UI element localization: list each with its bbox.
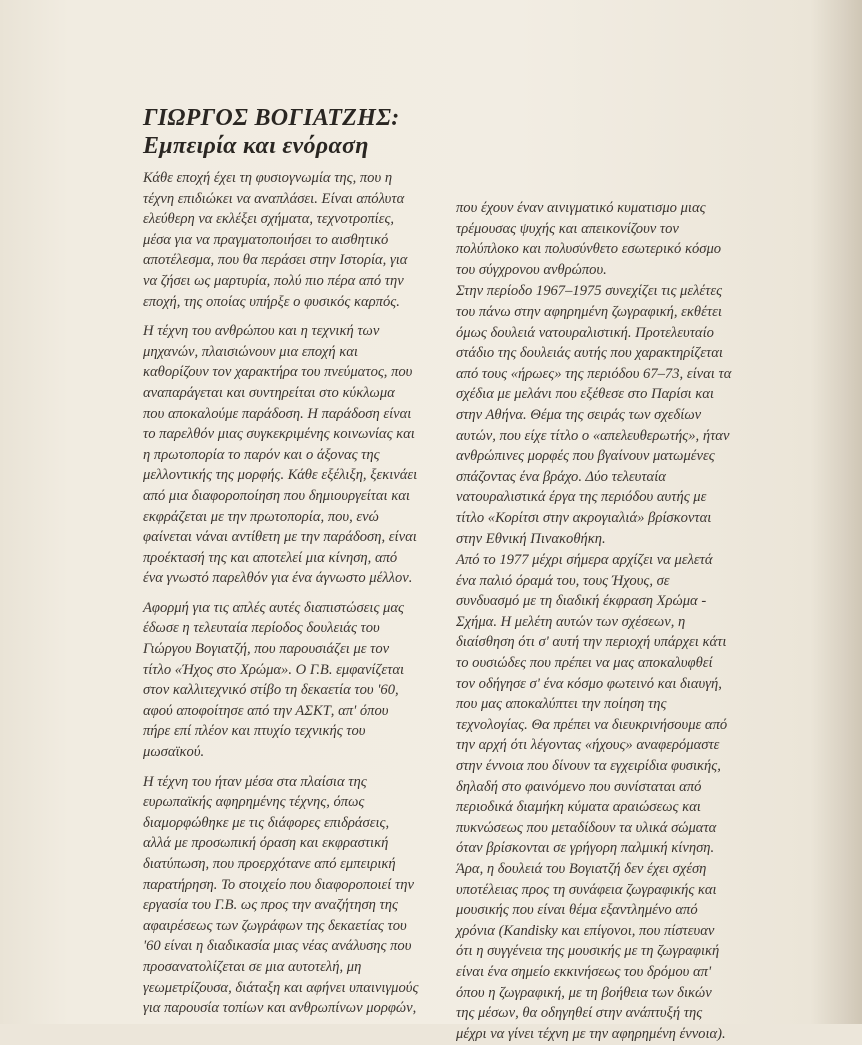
text-line: χρόνια (Kandisky και επίγονοι, που πίστευαν xyxy=(456,922,715,939)
title-subtitle: Εμπειρία και ενόραση xyxy=(143,133,369,159)
text-line: την αρχή ότι λέγοντας «ήχους» αναφερόμαστε xyxy=(456,737,720,754)
paragraph xyxy=(143,321,445,589)
text-line: όπου η ζωγραφική, με τη βοήθεια των δικών xyxy=(456,984,712,1001)
text-line: σπάζοντας ένα βράχο. Δύο τελευταία xyxy=(456,468,666,485)
text-line: '60 είναι η διαδικασία μιας νέας ανάλυσης που xyxy=(143,938,412,955)
text-line: όμως δουλειά νατουραλιστική. Προτελευταίο xyxy=(456,324,714,341)
text-line: εκφράζεται με την πρωτοπορία, που, ενώ xyxy=(143,508,379,525)
text-line: σχέδια με μελάνι που εξέθεσε στο Παρίσι και xyxy=(456,386,714,403)
text-line: τέχνη επιδιώκει να αναπλάσει. Είναι απόλυτα xyxy=(143,190,405,207)
text-line: εργασία του Γ.Β. ως προς την αναζήτηση της xyxy=(143,897,398,914)
text-line: ανθρώπινες μορφές που βγαίνουν ματωμένες xyxy=(456,448,715,465)
text-line: διαμορφώθηκε με τις διάφορες επιδράσεις, xyxy=(143,814,390,831)
paragraph xyxy=(143,168,445,312)
text-line: που μας αποκαλύπτει την ποίηση της xyxy=(456,696,667,713)
text-line: Η τέχνη του ήταν μέσα στα πλαίσια της xyxy=(143,773,367,790)
text-line: στον καλλιτεχνικό στίβο τη δεκαετία του '60, xyxy=(143,682,399,699)
text-line: ευρωπαϊκής αφηρημένης τέχνης, όπως xyxy=(143,794,365,811)
text-line: πολύπλοκο και πολυσύνθετο εσωτερικό κόσμο xyxy=(456,241,722,258)
text-line: πυκνώσεως που μεταδίδουν τα υλικά σώματα xyxy=(456,819,717,836)
text-line: προέκτασή της και αποτελεί μια κίνηση, από xyxy=(143,549,398,566)
text-line: Από το 1977 μέχρι σήμερα αρχίζει να μελετά xyxy=(456,552,713,569)
text-line: μελλοντικής της μορφής. Κάθε εξέλιξη, ξεκινάει xyxy=(143,467,418,484)
text-line: η πρωτοπορία το παρόν και ο άξονας της xyxy=(143,446,380,463)
text-line: τον οδήγησε σ' ένα κόσμο φωτεινό και διαυγή, xyxy=(456,675,722,692)
text-line: φαίνεται νάναι αντίθετη με την παράδοση, είναι xyxy=(143,529,417,546)
paragraph xyxy=(143,772,445,1019)
title-name: ΓΙΩΡΓΟΣ ΒΟΓΙΑΤΖΗΣ: xyxy=(143,105,400,131)
text-line: που αποκαλούμε παράδοση. Η παράδοση είναι xyxy=(143,405,412,422)
text-line: Γιώργου Βογιατζή, που παρουσιάζει με τον xyxy=(143,641,390,658)
text-line: στάδιο της δουλειάς αυτής που χαρακτηρίζεται xyxy=(456,345,723,362)
text-line: Άρα, η δουλειά του Βογιατζή δεν έχει σχέση xyxy=(456,861,707,877)
text-line: Στην περίοδο 1967–1975 συνεχίζει τις μελέτες xyxy=(456,283,723,300)
text-line: του πάνω στην αφηρημένη ζωγραφική, εκθέτει xyxy=(456,303,722,320)
text-line: Σχήμα. Η μελέτη αυτών των σχέσεων, η xyxy=(456,613,686,630)
paragraph xyxy=(456,198,778,280)
text-line: αφαιρέσεως των ζωγράφων της δεκαετίας του xyxy=(143,917,407,934)
text-line: Αφορμή για τις απλές αυτές διαπιστώσεις μας xyxy=(143,599,404,616)
text-line: διατύπωση, που προερχότανε από εμπειρική xyxy=(143,856,396,872)
text-line: υποτέλειας προς τη συνάφεια ζωγραφικής και xyxy=(456,881,717,898)
text-line: πήρε επί πλέον και πτυχίο τεχνικής του xyxy=(143,723,366,740)
text-line: μουσικής που είναι θέμα εξαντλημένο από xyxy=(456,902,698,919)
text-line: ότι η συγγένεια της μουσικής με τη ζωγραφική xyxy=(456,943,720,960)
text-line: αλλά με προσωπική όραση και εκφραστική xyxy=(143,835,389,852)
text-line: μωσαϊκού. xyxy=(143,744,205,761)
text-line: στην έννοια που δίνουν τα εγχειρίδια φυσικής, xyxy=(456,758,721,775)
text-line: ένα παλιό όραμά του, τους Ήχους, σε xyxy=(456,572,670,589)
text-line: αποτέλεσμα, που θα περάσει στην Ιστορία, για xyxy=(143,252,408,269)
text-line: το παρελθόν μιας συγκεκριμένης κοινωνίας και xyxy=(143,426,415,443)
text-line: παρατήρηση. Το στοιχείο που διαφοροποιεί την xyxy=(143,876,414,893)
text-line: συνδυασμό με τη διαδική έκφραση Χρώμα - xyxy=(456,593,707,610)
text-line: δηλαδή στο φαινόμενο που συνίσταται από xyxy=(456,778,702,795)
right-text-column xyxy=(456,198,778,1045)
text-line: εποχή, της οποίας υπήρξε ο φυσικός καρπός. xyxy=(143,293,400,310)
text-line: αναπαράγεται και συντηρείται στο κύκλωμα xyxy=(143,384,395,401)
text-line: τίτλο «Κορίτσι στην ακρογιαλιά» βρίσκονται xyxy=(456,509,712,526)
text-line: στην Εθνική Πινακοθήκη. xyxy=(456,530,606,547)
article-title xyxy=(143,104,400,160)
text-line: ένα γνωστό παρελθόν για ένα άγνωστο μέλλον. xyxy=(143,570,413,587)
text-line: αφού αποφοίτησε από την ΑΣΚΤ, απ' όπου xyxy=(143,702,389,719)
text-line: γεωμετρίζουσα, διάταξη και αφήνει υπαινιγμούς xyxy=(143,979,419,996)
text-line: Η τέχνη του ανθρώπου και η τεχνική των xyxy=(143,323,380,340)
text-line: από μια διαφοροποίηση που δημιουργείται και xyxy=(143,487,410,504)
paragraph xyxy=(456,550,778,1044)
text-line: του σύγχρονου ανθρώπου. xyxy=(456,261,607,278)
text-line: τεχνολογίας. Θα πρέπει να διευκρινήσουμε από xyxy=(456,716,728,733)
text-line: αυτών, που είχε τίτλο ο «απελευθερωτής», ήταν xyxy=(456,427,730,444)
text-line: όταν βρίσκονται σε γρήγορη παλμική κίνηση. xyxy=(456,840,715,857)
left-text-column xyxy=(143,168,445,1028)
text-line: για παρουσία τοπίων και ανθρωπίνων μορφών, xyxy=(143,1000,417,1017)
text-line: το ουσιώδες που πρέπει να μας αποκαλυφθεί xyxy=(456,655,713,672)
text-line: έδωσε η τελευταία περίοδος δουλειάς του xyxy=(143,620,380,637)
text-line: στην Αθήνα. Θέμα της σειράς των σχεδίων xyxy=(456,406,702,423)
text-line: διαίσθηση ότι σ' αυτή την περιοχή υπάρχει κάτι xyxy=(456,634,727,651)
text-line: περιοδικά διαμήκη κύματα αραιώσεως και xyxy=(456,799,701,816)
text-line: μέσα για να πραγματοποιήσει το αισθητικό xyxy=(143,231,389,248)
text-line: καθορίζουν τον χαρακτήρα του πνεύματος, που xyxy=(143,364,413,381)
text-line: από τους «ήρωες» της περιόδου 67–73, είναι τα xyxy=(456,365,732,382)
text-line: μηχανών, πλαισιώνουν μια εποχή και xyxy=(143,343,358,360)
text-line: τίτλο «Ήχος στο Χρώμα». Ο Γ.Β. εμφανίζεται xyxy=(143,661,405,678)
text-line: Κάθε εποχή έχει τη φυσιογνωμία της, που η xyxy=(143,170,393,186)
text-line: που έχουν έναν αινιγματικό κυματισμο μιας xyxy=(456,200,706,216)
text-line: να ζήσει ως μαρτυρία, πολύ πιο πέρα από την xyxy=(143,272,404,289)
text-line: τρέμουσας ψυχής και απεικονίζουν τον xyxy=(456,220,679,237)
text-line: ελεύθερη να εκλέξει σχήματα, τεχνοτροπίες, xyxy=(143,211,395,228)
paragraph xyxy=(456,281,778,549)
text-line: νατουραλιστικά έργα της περιόδου αυτής με xyxy=(456,489,707,506)
text-line: της μέσων, θα οδηγηθεί στην ανάπτυξή της xyxy=(456,1005,703,1022)
paragraph xyxy=(143,598,445,763)
text-line: προσανατολίζεται σε μια αυτοτελή, μη xyxy=(143,958,362,975)
text-line: είναι ένα σημείο εκκινήσεως του δρόμου απ' xyxy=(456,963,712,980)
text-line: μέχρι να γίνει τέχνη με την αφηρημένη έννοια). xyxy=(456,1025,726,1042)
